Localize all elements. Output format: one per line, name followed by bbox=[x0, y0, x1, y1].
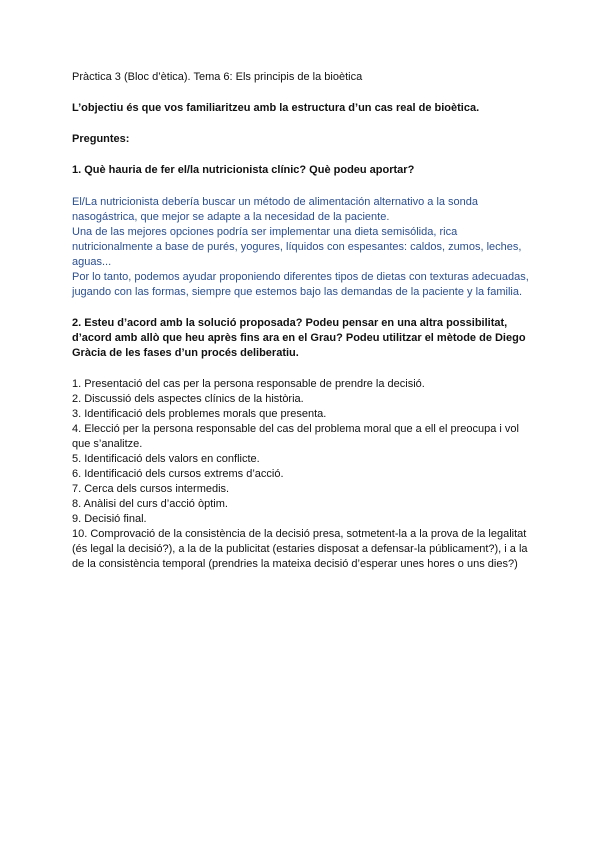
list-item: 3. Identificació dels problemes morals que presenta. bbox=[72, 408, 327, 420]
list-item: 5. Identificació dels valors en conflicte. bbox=[72, 453, 260, 465]
question-2: 2. Esteu d’acord amb la solució proposada? Podeu pensar en una altra possibilitat, d’acord amb allò que heu après fins ara en el Grau? Podeu utilitzar el mètode de Diego Gràcia de les fases d’un procés deliberatiu. bbox=[72, 317, 526, 359]
answer-1-paragraph: Por lo tanto, podemos ayudar proponiendo diferentes tipos de dietas con texturas adecuadas, jugando con las formas, siempre que estemos bajo las demandas de la paciente y la familia. bbox=[72, 271, 529, 298]
question-1: 1. Què hauria de fer el/la nutricionista clínic? Què podeu aportar? bbox=[72, 164, 415, 176]
objective-text: L’objectiu és que vos familiaritzeu amb la estructura d’un cas real de bioètica. bbox=[72, 102, 480, 114]
list-item: 9. Decisió final. bbox=[72, 513, 147, 525]
list-item: 1. Presentació del cas per la persona responsable de prendre la decisió. bbox=[72, 378, 425, 390]
answer-1-paragraph: Una de las mejores opciones podría ser implementar una dieta semisólida, rica nutricionalmente a base de purés, yogures, líquidos con espesantes: caldos, zumos, leches, aguas... bbox=[72, 226, 522, 268]
answer-1 bbox=[72, 195, 532, 300]
questions-heading: Preguntes: bbox=[72, 133, 130, 145]
list-item: 8. Anàlisi del curs d’acció òptim. bbox=[72, 498, 228, 510]
deliberation-steps-list bbox=[72, 377, 532, 572]
document-title: Pràctica 3 (Bloc d’ètica). Tema 6: Els principis de la bioètica bbox=[72, 71, 363, 83]
list-item: 6. Identificació dels cursos extrems d’acció. bbox=[72, 468, 284, 480]
list-item: 4. Elecció per la persona responsable del cas del problema moral que a ell el preocupa i vol que s’analitze. bbox=[72, 423, 519, 450]
list-item: 2. Discussió dels aspectes clínics de la història. bbox=[72, 393, 304, 405]
document-content bbox=[72, 70, 532, 572]
list-item: 7. Cerca dels cursos intermedis. bbox=[72, 483, 230, 495]
answer-1-paragraph: El/La nutricionista debería buscar un método de alimentación alternativo a la sonda nasogástrica, que mejor se adapte a la necesidad de la paciente. bbox=[72, 196, 479, 223]
list-item: 10. Comprovació de la consistència de la decisió presa, sotmetent-la a la prova de la legalitat (és legal la decisió?), a la de la publicitat (estaries disposat a defensar-la públicament?), i a la de la consistència temporal (prendries la mateixa decisió d’esperar unes hores o uns dies?) bbox=[72, 528, 528, 570]
